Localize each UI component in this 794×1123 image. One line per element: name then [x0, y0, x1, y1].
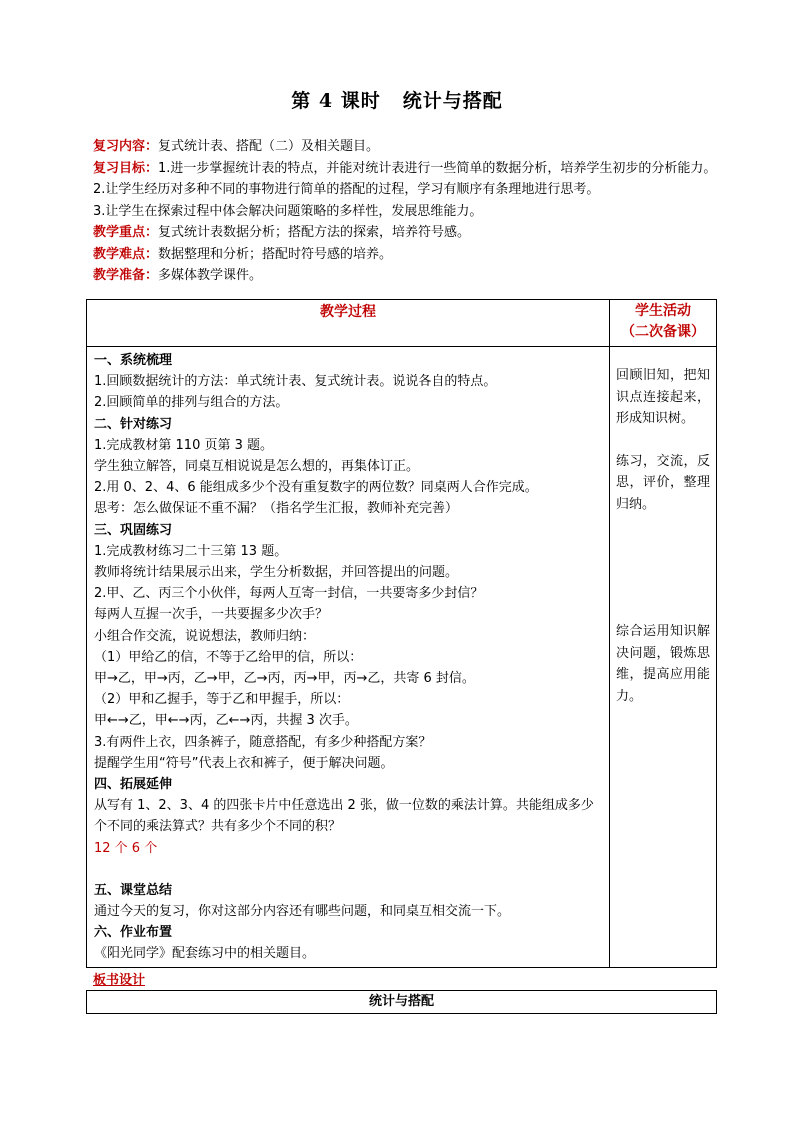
review-content-row — [93, 136, 723, 158]
difficult-point-row — [93, 244, 723, 266]
student-activity-header — [610, 300, 717, 347]
key-point-row — [93, 222, 723, 244]
process-line: 3.有两件上衣，四条裤子，随意搭配，有多少种搭配方案？ — [94, 734, 432, 750]
process-line: （2）甲和乙握手，等于乙和甲握手，所以： — [94, 692, 350, 708]
process-line: 教师将统计结果展示出来，学生分析数据，并回答提出的问题。 — [94, 565, 459, 581]
review-goal-2: 2.让学生经历对多种不同的事物进行简单的搭配的过程，学习有顺序有条理地进行思考。 — [93, 182, 600, 197]
process-line: 通过今天的复习，你对这部分内容还有哪些问题，和同桌互相交流一下。 — [94, 904, 511, 920]
key-point-label: 教学重点： — [93, 225, 159, 240]
process-line: 学生独立解答，同桌互相说说是怎么想的，再集体订正。 — [94, 459, 420, 475]
review-goal-row — [93, 158, 723, 180]
process-line: 1.完成教材练习二十三第 13 题。 — [94, 543, 288, 559]
page-title — [0, 86, 794, 113]
process-line: 思考：怎么做保证不重不漏？（指名学生汇报，教师补充完善） — [94, 501, 459, 517]
review-content-label: 复习内容： — [93, 139, 159, 154]
section-heading: 五、课堂总结 — [94, 882, 173, 898]
process-line: 每两人互握一次手，一共要握多少次手？ — [94, 607, 329, 623]
student-activity-note: 综合运用知识解决问题，锻炼思维，提高应用能力。 — [616, 624, 710, 704]
key-point-text: 复式统计表数据分析；搭配方法的探索，培养符号感。 — [158, 225, 471, 240]
section-heading: 三、巩固练习 — [94, 522, 173, 538]
difficult-point-text: 数据整理和分析；搭配时符号感的培养。 — [158, 246, 393, 262]
process-line: 2.用 0、2、4、6 能组成多少个没有重复数字的两位数？同桌两人合作完成。 — [94, 480, 538, 496]
preparation-text: 多媒体教学课件。 — [158, 268, 263, 283]
process-line: 甲→乙，甲→丙，乙→甲，乙→丙，丙→甲，丙→乙，共寄 6 封信。 — [94, 671, 475, 687]
process-line: 《阳光同学》配套练习中的相关题目。 — [94, 946, 316, 962]
process-line: 12 个 6 个 — [94, 840, 158, 856]
review-content-text: 复式统计表、搭配（二）及相关题目。 — [158, 139, 380, 154]
review-goal-label: 复习目标： — [93, 160, 159, 176]
review-goal-1: 1.进一步掌握统计表的特点，并能对统计表进行一些简单的数据分析，培养学生初步的分析能力。 — [158, 160, 717, 176]
preparation-row — [93, 265, 723, 287]
teaching-process-header: 教学过程 — [87, 300, 610, 347]
section-heading: 二、针对练习 — [94, 416, 173, 432]
section-heading: 六、作业布置 — [94, 925, 173, 941]
difficult-point-label: 教学难点： — [93, 246, 159, 262]
preparation-label: 教学准备： — [93, 268, 159, 283]
table-body-row — [87, 347, 717, 968]
section-heading: 四、拓展延伸 — [94, 777, 173, 793]
process-line: 2.回顾简单的排列与组合的方法。 — [94, 395, 289, 411]
teaching-process-cell — [87, 347, 610, 968]
process-line: 小组合作交流，说说想法，教师归纳： — [94, 628, 316, 644]
student-activity-cell — [610, 347, 717, 968]
process-line: 甲←→乙，甲←→丙，乙←→丙，共握 3 次手。 — [94, 713, 358, 729]
process-line: 2.甲、乙、丙三个小伙伴，每两人互寄一封信，一共要寄多少封信？ — [94, 586, 484, 602]
blank-line — [94, 859, 602, 880]
process-line: 1.完成教材第 110 页第 3 题。 — [94, 437, 274, 453]
lesson-meta — [93, 136, 723, 287]
student-activity-note: 回顾旧知，把知识点连接起来，形成知识树。 — [616, 368, 710, 426]
student-activity-header-line1: 学生活动 — [635, 303, 691, 319]
lesson-table — [86, 299, 717, 968]
process-line: （1）甲给乙的信，不等于乙给甲的信，所以： — [94, 649, 363, 665]
process-line: 1.回顾数据统计的方法：单式统计表、复式统计表。说说各自的特点。 — [94, 374, 497, 390]
board-design-label: 板书设计 — [93, 973, 146, 988]
table-header-row — [87, 300, 717, 347]
review-goal-3: 3.让学生在探索过程中体会解决问题策略的多样性，发展思维能力。 — [93, 203, 483, 219]
student-activity-note: 练习，交流，反思，评价，整理归纳。 — [616, 453, 710, 512]
process-line: 提醒学生用“符号”代表上衣和裤子，便于解决问题。 — [94, 755, 394, 771]
section-heading: 一、系统梳理 — [94, 353, 173, 368]
student-activity-header-line2: （二次备课） — [621, 324, 705, 340]
lesson-topic: 统计与搭配 — [402, 90, 503, 112]
board-design-box: 统计与搭配 — [86, 990, 717, 1014]
lesson-number: 第 4 课时 — [291, 90, 381, 112]
process-line: 从写有 1、2、3、4 的四张卡片中任意选出 2 张，做一位数的乘法计算。共能组成多少个不同的乘法算式？共有多少个不同的积？ — [94, 798, 594, 835]
